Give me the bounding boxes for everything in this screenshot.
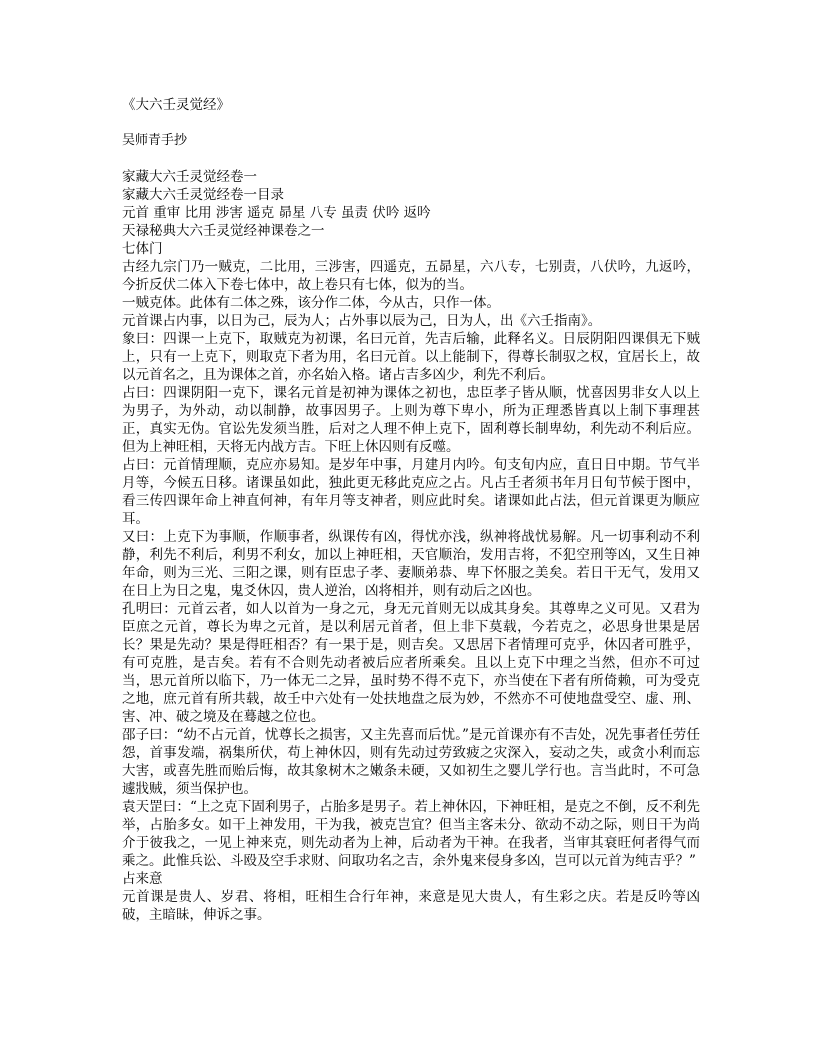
- paragraph-kongmingyue: 孔明曰：元首云者，如人以首为一身之元，身无元首则无以成其身矣。其尊卑之义可见。又君为臣庶之元首，尊长为卑之元首，是以利居元首者，但上非下莫载，今若克之，必思身世果是居长？果是先动？果是得旺相否？有一果于是，则吉矣。又思居下者情理可克乎，休囚者可胜乎，有可克胜，是吉矣。若有不合则先动者被后应者所乘矣。且以上克下中理之当然，但亦不可过当，思元首所以临下，乃一体无二之异，虽时势不得不克下，亦当使在下者有所倚赖，可为受克之地，庶元首有所共载，故壬中六处有一处扶地盘之辰为妙，不然亦不可使地盘受空、虚、刑、害、冲、破之境及在蓦越之位也。: [122, 601, 700, 725]
- volume-heading: 家藏大六壬灵觉经卷一: [122, 169, 257, 185]
- document-body: [122, 96, 700, 924]
- document-title: 《大六壬灵觉经》: [122, 97, 230, 113]
- paragraph-yizeiketi: 一贼克体。此体有二体之殊，该分作二体，今从古，只作一体。: [122, 295, 500, 311]
- paragraph-youyue: 又曰：上克下为事顺，作顺事者，纵课传有凶，得忧亦浅，纵神将战忧易解。凡一切事利动不利静，利先不利后，利男不利女，加以上神旺相，天官顺治，发用吉将，不犯空刑等凶，又生日神年命，则为三光、三阳之课，则有臣忠子孝、妻顺弟恭、卑下怀服之美矣。若日干无气，发用又在日上为日之鬼，鬼爻休囚，贵人逆治，凶将相并，则有动后之凶也。: [122, 529, 700, 599]
- paragraph-yuantianganyue: 袁天罡曰：“上之克下固利男子，占胎多是男子。若上神休囚，下神旺相，是克之不倒，反不利先举，占胎多女。如干上神发用，干为我，被克岂宜？但当主客未分、欲动不动之际，则日干为尚介于彼我之，一见上神来克，则先动者为上神，后动者为干神。在我者，当审其衰旺何者得气而乘之。此惟兵讼、斗殴及空手求财、问取功名之吉，余外鬼来侵身多凶，岂可以元首为纯吉乎？”: [122, 799, 700, 869]
- paragraph-zhanyue-sike: 占曰：四课阴阳一克下，课名元首是初神为课体之初也，忠臣孝子皆从顺，忧喜因男非女人以上为男子，为外动，动以制静，故事因男子。上则为尊下卑小，所为正理悉皆真以上制下事理甚正，真实无伪。官讼先发须当胜，后对之人理不伸上克下，固利尊长制卑幼，利先动不利后应。但为上神旺相，天将无内战方吉。下旺上休囚则有反噬。: [122, 385, 700, 455]
- paragraph-zhanlaiyi-body: 元首课是贵人、岁君、将相，旺相生合行年神，来意是见大贵人，有生彩之庆。若是反吟等凶破，主暗昧，伸诉之事。: [122, 889, 700, 923]
- toc-heading: 家藏大六壬灵觉经卷一目录: [122, 187, 284, 203]
- section-heading-qitimen: 七体门: [122, 241, 163, 257]
- toc-entries: 元首 重审 比用 涉害 遥克 昴星 八专 虽责 伏吟 返吟: [122, 205, 431, 221]
- spacer-after-title: [122, 114, 700, 132]
- spacer-after-attribution: [122, 150, 700, 168]
- document-attribution: 吴师青手抄: [122, 133, 188, 148]
- paragraph-xiangyue: 象曰：四课一上克下，取贼克为初课，名曰元首，先吉后输，此释名义。日辰阴阳四课俱无下贼上，只有一上克下，则取克下者为用，名曰元首。以上能制下，得尊长制驭之权，宜居长上，故以元首名之，且为课体之首，亦名始入格。诸占吉多凶少，利先不利后。: [122, 331, 700, 383]
- paragraph-shaoziyue: 邵子曰：“幼不占元首，忧尊长之损害，又主先喜而后忧。”是元首课亦有不吉处，况先事者任劳任怨，首事发端，祸集所伏，苟上神休囚，则有先动过劳致疲之灾深入，妄动之失，或贪小利而忘大害，或喜先胜而贻后悔，故其象树木之嫩条未硬，又如初生之婴儿学行也。言当此时，不可急遽戕贼，须当保护也。: [122, 727, 700, 797]
- scripture-heading: 天禄秘典大六壬灵觉经神课卷之一: [122, 223, 325, 239]
- paragraph-jiujingjiuzongmen: 古经九宗门乃一贼克，二比用，三涉害，四遥克，五昴星，六八专，七别责，八伏吟，九返吟，今折反伏二体入下卷七体中，故上卷只有七体，似为的当。: [122, 259, 700, 293]
- section-heading-zhanlaiyi: 占来意: [122, 871, 163, 887]
- paragraph-zhanyue-qingli: 占曰：元首情理顺，克应亦易知。是岁年中事，月建月内吟。旬支旬内应，直日日中期。节气半月等，今候五日移。诸课虽如此，独此更无移此克应之占。凡占壬者须书年月日旬节候于图中，看三传四课年命上神直何神，有年月等支神者，则应此时矣。诸课如此占法，但元首课更为顺应耳。: [122, 457, 700, 527]
- paragraph-yuanshouke-zhanneishi: 元首课占内事，以日为己，辰为人；占外事以辰为己，日为人，出《六壬指南》。: [122, 313, 602, 329]
